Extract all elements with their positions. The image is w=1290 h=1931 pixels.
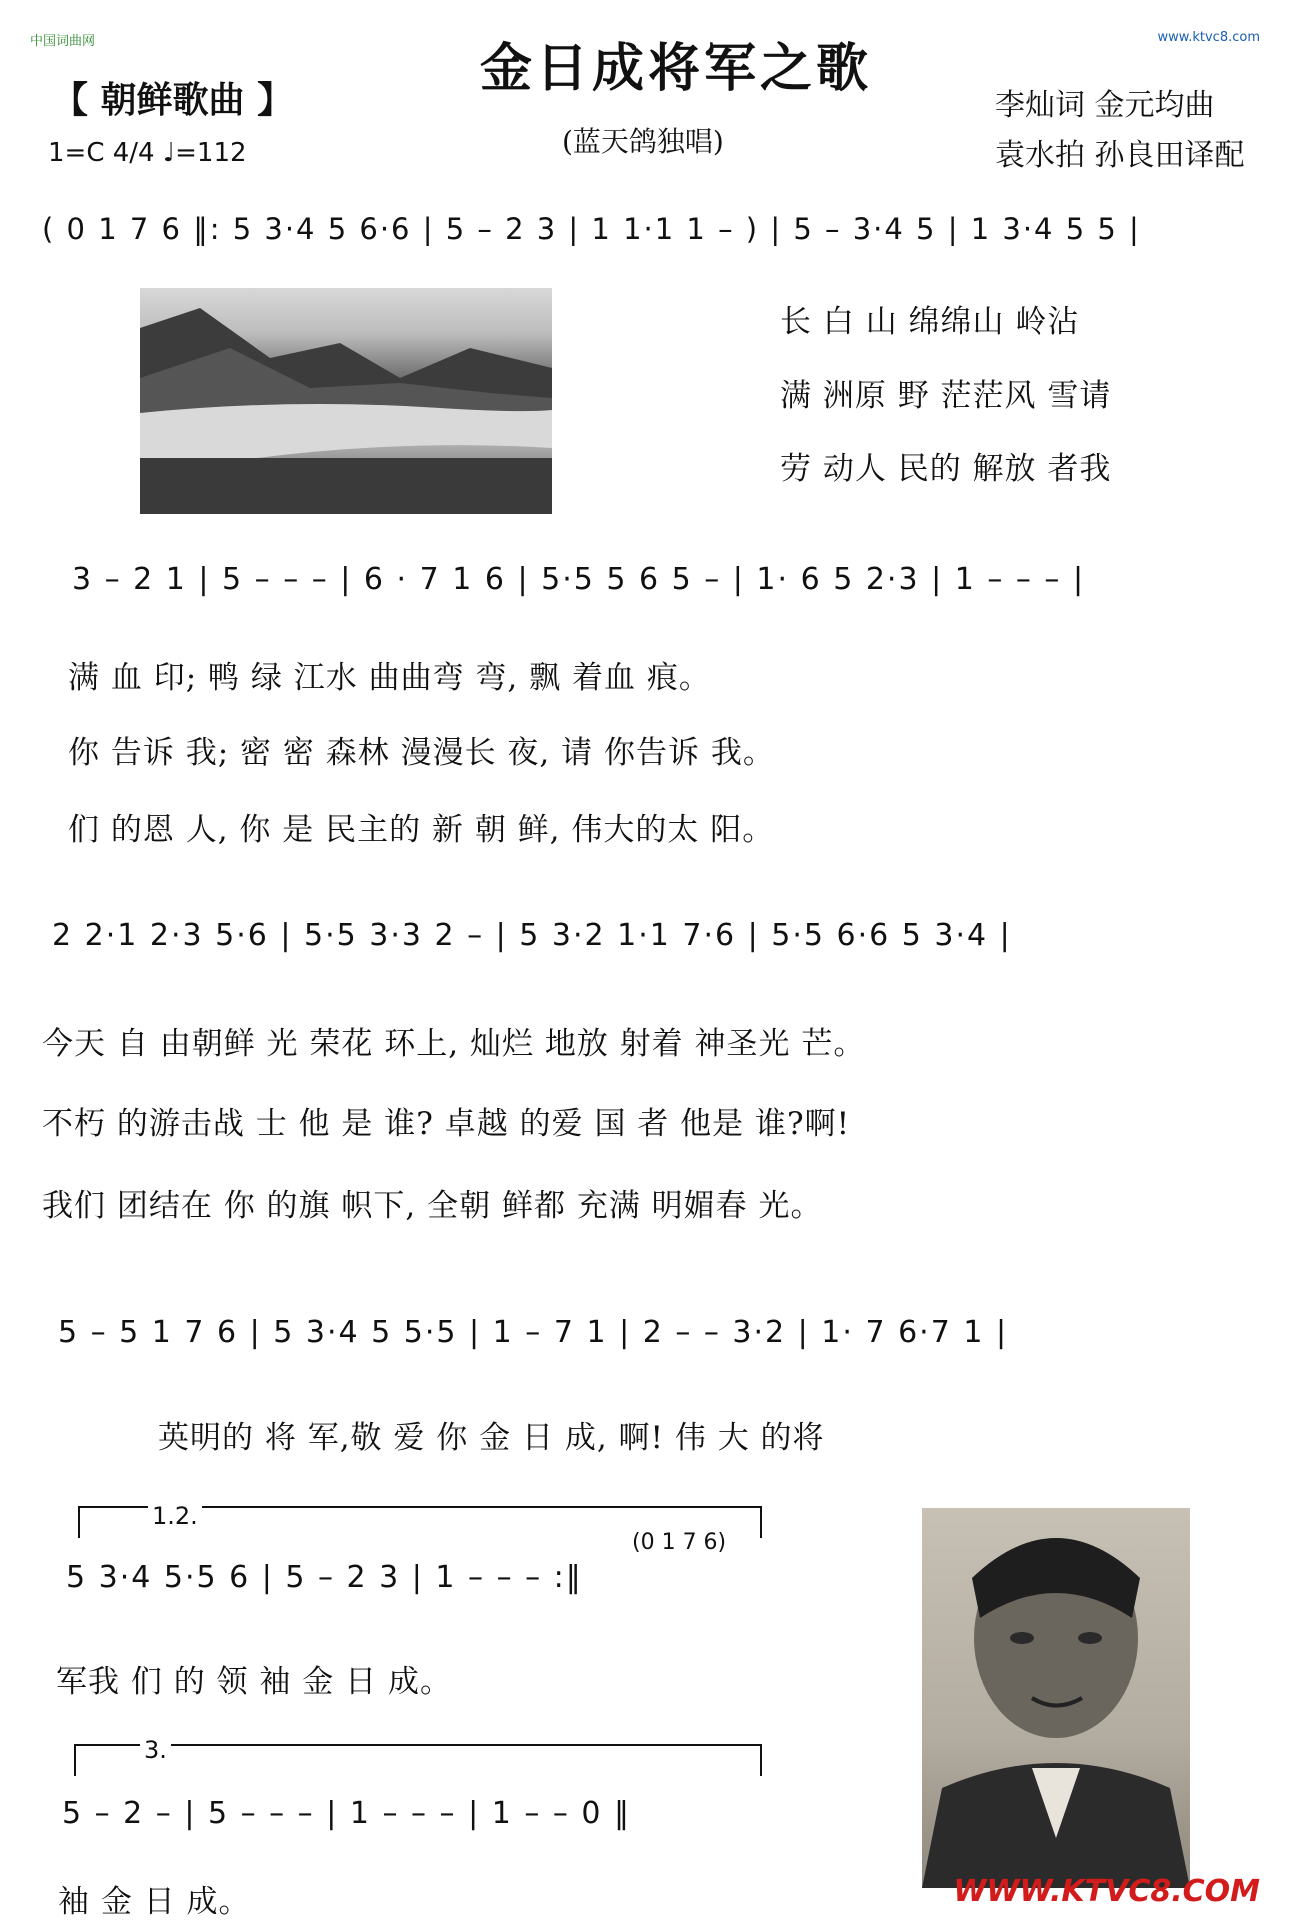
lyric-verse3-a: 劳 动人 民的 解放 者我 [780,451,1112,487]
volta-label-2: 3. [140,1736,171,1764]
notation-line-6: 5 – 2 – | 5 – – – | 1 – – – | 1 – – 0 ‖ [62,1796,632,1831]
lyric-chorus-1: 今天 自 由朝鲜 光 荣花 环上, 灿烂 地放 射着 神圣光 芒。 [42,1026,866,1062]
lyric-verse2-a: 满 洲原 野 茫茫风 雪请 [780,378,1112,414]
key-tempo: 1=C 4/4 ♩=112 [48,138,247,168]
genre-label: 【 朝鲜歌曲 】 [52,80,294,121]
lyric-refrain-2: 军我 们 的 领 袖 金 日 成。 [56,1664,452,1700]
lyric-verse3-b: 们 的恩 人, 你 是 民主的 新 朝 鲜, 伟大的太 阳。 [68,812,775,848]
lyric-refrain-1: 英明的 将 军,敬 爱 你 金 日 成, 啊! 伟 大 的将 [158,1420,825,1456]
site-logo: WWW.KTVC8.COM [953,1874,1260,1909]
lyric-verse1-b: 满 血 印; 鸭 绿 江水 曲曲弯 弯, 飘 着血 痕。 [68,660,711,696]
credits-line-2: 袁水拍 孙良田译配 [995,138,1245,173]
notation-line-1: ( 0 1 7 6 ‖: 5 3·4 5 6·6 | 5 – 2 3 | 1 1·1 1 – ) | 5 – 3·4 5 | 1 3·4 5 5 | [42,212,1141,246]
lyric-verse1-a: 长 白 山 绵绵山 岭沾 [780,304,1080,340]
volta-bracket-2 [74,1744,762,1776]
lyric-refrain-3: 袖 金 日 成。 [58,1884,251,1920]
landscape-photo [140,288,552,514]
notation-line-3: 2 2·1 2·3 5·6 | 5·5 3·3 2 – | 5 3·2 1·1 7·6 | 5·5 6·6 5 3·4 | [52,918,1012,953]
site-name-left: 中国词曲网 [30,34,96,49]
portrait-photo [922,1508,1190,1888]
lyric-chorus-3: 我们 团结在 你 的旗 帜下, 全朝 鲜都 充满 明媚春 光。 [42,1188,823,1224]
lyric-chorus-2: 不朽 的游击战 士 他 是 谁? 卓越 的爱 国 者 他是 谁?啊! [42,1106,851,1142]
site-url-right[interactable]: www.ktvc8.com [1157,30,1260,45]
volta-label-1: 1.2. [148,1502,202,1530]
notation-line-2: 3 – 2 1 | 5 – – – | 6 · 7 1 6 | 5·5 5 6 5 – | 1· 6 5 2·3 | 1 – – – | [72,562,1086,597]
song-title: 金日成将军之歌 [480,39,873,99]
credits-line-1: 李灿词 金元均曲 [995,88,1215,123]
singer-note: (蓝天鸽独唱) [562,125,724,158]
notation-line-5: 5 3·4 5·5 6 | 5 – 2 3 | 1 – – – :‖ [66,1560,583,1595]
notation-line-5-paren: (0 1 7 6) [632,1530,727,1555]
notation-line-4: 5 – 5 1 7 6 | 5 3·4 5 5·5 | 1 – 7 1 | 2 – – 3·2 | 1· 7 6·7 1 | [58,1315,1009,1350]
lyric-verse2-b: 你 告诉 我; 密 密 森林 漫漫长 夜, 请 你告诉 我。 [68,735,775,771]
